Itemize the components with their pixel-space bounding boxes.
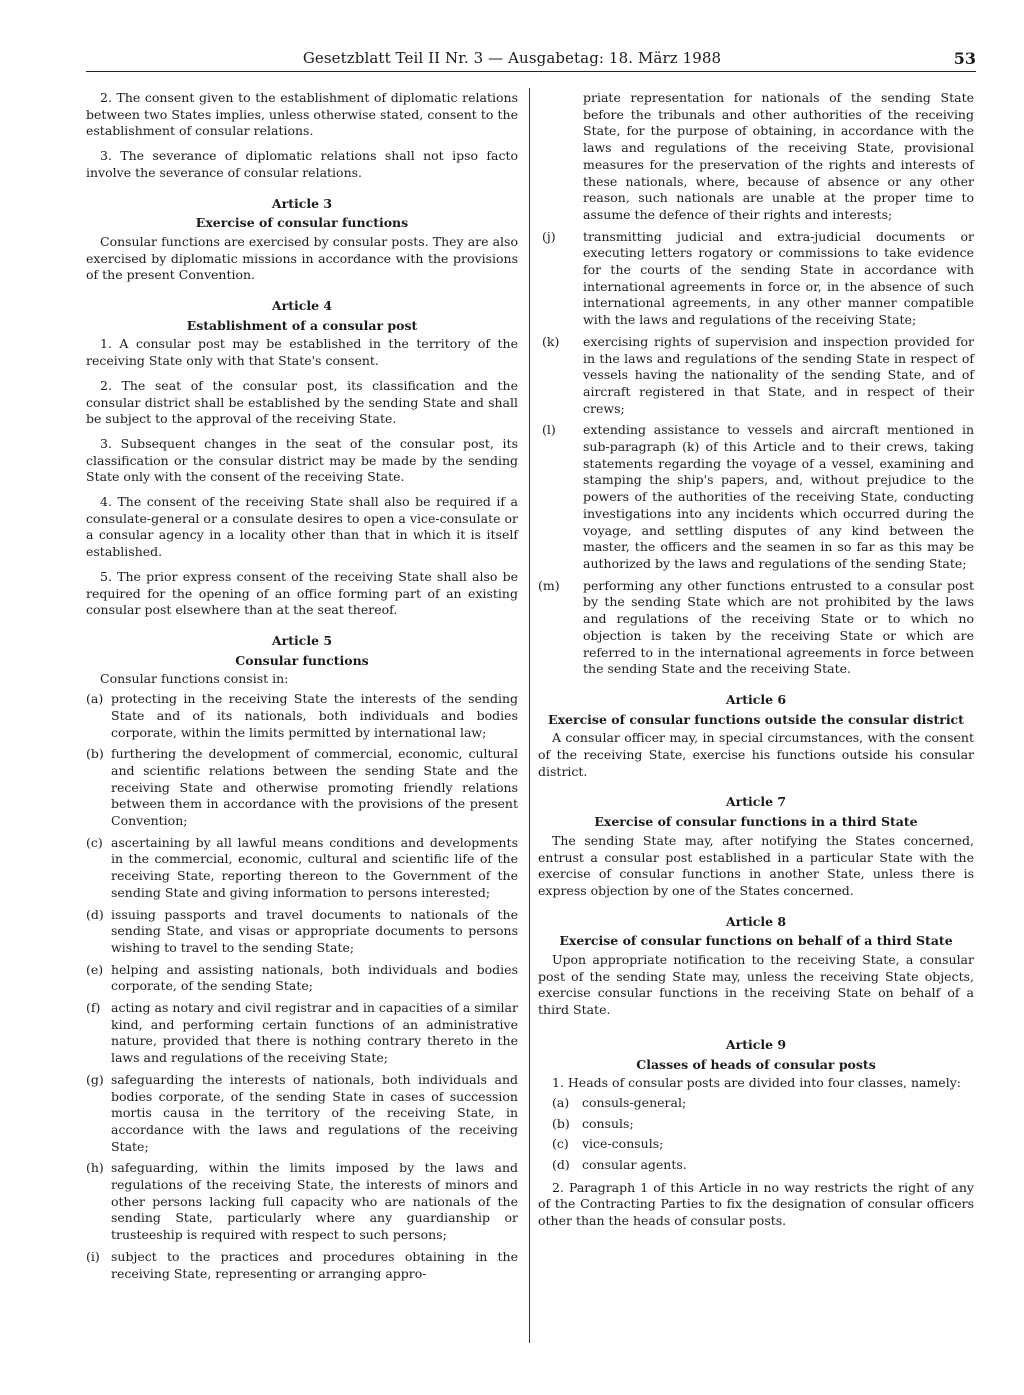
item-text: performing any other functions entrusted to a consular post by the sending State which are not prohibited by the laws and regulations of the receiving State or to which no objection is taken by the receiving State or which are referred to in the international agreements in force between the sending State and the receiving State. bbox=[583, 577, 974, 677]
article-6-text: A consular officer may, in special circumstances, with the consent of the receiving State, exercise his functions outside his consular district. bbox=[538, 730, 974, 779]
article-4-para-5: 5. The prior express consent of the receiving State shall also be required for the opening of an office forming part of an existing consular post elsewhere than at the seat thereof. bbox=[86, 568, 518, 618]
article-9-title: Classes of heads of consular posts bbox=[636, 1056, 876, 1072]
article-4-para-4: 4. The consent of the receiving State shall also be required if a consulate-general or a consulate desires to open a vice-consulate or a consular agency in a locality other than that in which it is itself established. bbox=[86, 494, 518, 560]
list-item bbox=[86, 1072, 518, 1156]
list-item bbox=[538, 1157, 974, 1174]
item-text: extending assistance to vessels and aircraft mentioned in sub-paragraph (k) of this Article and to their crews, taking statements regarding the voyage of a vessel, examining and stamping the ship's papers, and, without prejudice to the powers of the authorities of the receiving State, conducting investigations into any incidents which occurred during the voyage, and settling disputes of any kind between the master, the officers and the seamen in so far as this may be authorized by the laws and regulations of the sending State; bbox=[583, 422, 974, 571]
item-label: (g) bbox=[86, 1071, 104, 1087]
item-text: issuing passports and travel documents to nationals of the sending State, and visas or appropriate documents to persons wishing to travel to the sending State; bbox=[111, 906, 518, 955]
item-text: consuls; bbox=[582, 1115, 634, 1131]
article-4-title: Establishment of a consular post bbox=[186, 317, 418, 333]
list-item bbox=[86, 746, 518, 830]
item-label: (e) bbox=[86, 961, 104, 977]
left-column bbox=[86, 90, 518, 1287]
item-label: (a) bbox=[552, 1094, 570, 1110]
article-7-title: Exercise of consular functions in a third State bbox=[594, 814, 918, 830]
list-item bbox=[86, 962, 518, 995]
article-8-title: Exercise of consular functions on behalf of a third State bbox=[559, 933, 953, 949]
article-7-heading: Article 7 bbox=[725, 794, 787, 810]
article-5-intro: Consular functions consist in: bbox=[100, 671, 289, 687]
item-text: subject to the practices and procedures obtaining in the receiving State, representing or arranging appro- bbox=[111, 1248, 518, 1281]
paragraph-consent: 2. The consent given to the establishment of diplomatic relations between two States implies, unless otherwise stated, consent to the establishment of consular relations. bbox=[86, 90, 518, 139]
article-8-text: Upon appropriate notification to the receiving State, a consular post of the sending State may, unless the receiving State objects, exercise consular functions in the receiving State on behalf of a third State. bbox=[538, 952, 974, 1018]
item-label: (c) bbox=[86, 834, 103, 850]
item-text: protecting in the receiving State the interests of the sending State and of its nationals, both individuals and bodies corporate, within the limits permitted by international law; bbox=[111, 691, 518, 740]
item-label: (h) bbox=[86, 1160, 104, 1176]
gazette-title: Gesetzblatt Teil II Nr. 3 — Ausgabetag: 18. März 1988 bbox=[302, 49, 722, 67]
item-label: (b) bbox=[552, 1115, 570, 1131]
item-label: (d) bbox=[552, 1157, 570, 1173]
article-7-text: The sending State may, after notifying the States concerned, entrust a consular post established in a particular State with the exercise of consular functions in another State, unless there is express objection by one of the States concerned. bbox=[538, 832, 974, 898]
item-label: (d) bbox=[86, 906, 104, 922]
list-item bbox=[86, 907, 518, 957]
right-column bbox=[538, 90, 974, 1238]
list-item bbox=[86, 1000, 518, 1067]
item-label: (m) bbox=[538, 577, 560, 593]
header-rule bbox=[86, 71, 976, 72]
article-6-title: Exercise of consular functions outside the consular district bbox=[548, 711, 964, 727]
item-label: (c) bbox=[552, 1136, 569, 1152]
article-9-para-1: 1. Heads of consular posts are divided into four classes, namely: bbox=[552, 1075, 961, 1091]
item-label: (b) bbox=[86, 746, 104, 762]
item-text: furthering the development of commercial, economic, cultural and scientific relations between the sending State and the receiving State and otherwise promoting friendly relations between them in accordance with the provisions of the present Convention; bbox=[111, 746, 518, 829]
item-label: (l) bbox=[542, 422, 556, 438]
article-3-text: Consular functions are exercised by consular posts. They are also exercised by diplomatic missions in accordance with the provisions of the present Convention. bbox=[86, 233, 518, 283]
list-item bbox=[86, 1160, 518, 1244]
list-item bbox=[86, 691, 518, 741]
article-4-para-2: 2. The seat of the consular post, its classification and the consular district shall be established by the sending State and shall be subject to the approval of the receiving State. bbox=[86, 377, 518, 427]
article-9-heading: Article 9 bbox=[725, 1036, 787, 1052]
list-item bbox=[538, 229, 974, 329]
list-item bbox=[538, 334, 974, 418]
article-9-para-2: 2. Paragraph 1 of this Article in no way restricts the right of any of the Contracting Parties to fix the designation of consular officers other than the heads of consular posts. bbox=[538, 1179, 974, 1229]
list-item bbox=[538, 1136, 974, 1153]
item-text: vice-consuls; bbox=[582, 1136, 664, 1152]
article-4-para-1: 1. A consular post may be established in the territory of the receiving State only with that State's consent. bbox=[86, 336, 518, 369]
list-item bbox=[538, 1116, 974, 1133]
item-label: (i) bbox=[86, 1248, 100, 1264]
column-divider bbox=[529, 88, 530, 1343]
article-6-heading: Article 6 bbox=[725, 691, 787, 707]
article-5-title: Consular functions bbox=[235, 652, 369, 668]
page-number: 53 bbox=[953, 49, 976, 68]
item-text: safeguarding, within the limits imposed by the laws and regulations of the receiving State, the interests of minors and other persons lacking full capacity who are nationals of the sending State, particularly where any guardianship or trusteeship is required with respect to such persons; bbox=[111, 1160, 518, 1243]
item-text: ascertaining by all lawful means conditions and developments in the commercial, economic, cultural and scientific life of the receiving State, reporting thereon to the Government of the sending State and giving information to persons interested; bbox=[111, 834, 518, 900]
item-label: (j) bbox=[542, 228, 556, 244]
item-text: safeguarding the interests of nationals, both individuals and bodies corporate, of the sending State in cases of succession mortis causa in the territory of the receiving State, in accordance with the laws and regulations of the receiving State; bbox=[111, 1071, 518, 1154]
article-4-heading: Article 4 bbox=[271, 298, 333, 314]
item-i-continuation: priate representation for nationals of the sending State before the tribunals and other authorities of the receiving State, for the purpose of obtaining, in accordance with the laws and regulations of the receiving State, provisional measures for the preservation of the rights and interests of these nationals, where, because of absence or any other reason, such nationals are unable at the proper time to assume the defence of their rights and interests; bbox=[583, 90, 974, 222]
paragraph-severance: 3. The severance of diplomatic relations shall not ipso facto involve the severance of consular relations. bbox=[86, 148, 518, 180]
item-text: exercising rights of supervision and inspection provided for in the laws and regulations of the sending State in respect of vessels having the nationality of the sending State, and of aircraft registered in that State, and in respect of their crews; bbox=[583, 333, 974, 416]
item-text: helping and assisting nationals, both individuals and bodies corporate, of the sending State; bbox=[111, 961, 518, 994]
article-3-title: Exercise of consular functions bbox=[195, 215, 409, 231]
item-label: (f) bbox=[86, 1000, 101, 1016]
article-5-heading: Article 5 bbox=[271, 632, 333, 648]
article-3-heading: Article 3 bbox=[271, 195, 333, 211]
item-label: (k) bbox=[542, 333, 560, 349]
list-item bbox=[538, 578, 974, 678]
list-item bbox=[86, 1249, 518, 1282]
article-8-heading: Article 8 bbox=[725, 913, 787, 929]
item-text: transmitting judicial and extra-judicial documents or executing letters rogatory or commissions to take evidence for the courts of the sending State in accordance with international agreements in force or, in the absence of such international agreements, in any other manner compatible with the laws and regulations of the receiving State; bbox=[583, 228, 974, 328]
item-text: consular agents. bbox=[582, 1157, 687, 1173]
list-item bbox=[538, 1095, 974, 1112]
item-label: (a) bbox=[86, 691, 104, 707]
list-item bbox=[86, 835, 518, 902]
article-4-para-3: 3. Subsequent changes in the seat of the consular post, its classification or the consular district may be made by the sending State only with the consent of the receiving State. bbox=[86, 435, 518, 485]
list-item bbox=[538, 422, 974, 572]
item-text: consuls-general; bbox=[582, 1094, 687, 1110]
item-text: acting as notary and civil registrar and in capacities of a similar kind, and performing certain functions of an administrative nature, provided that there is nothing contrary thereto in the laws and regulations of the receiving State; bbox=[111, 1000, 518, 1066]
